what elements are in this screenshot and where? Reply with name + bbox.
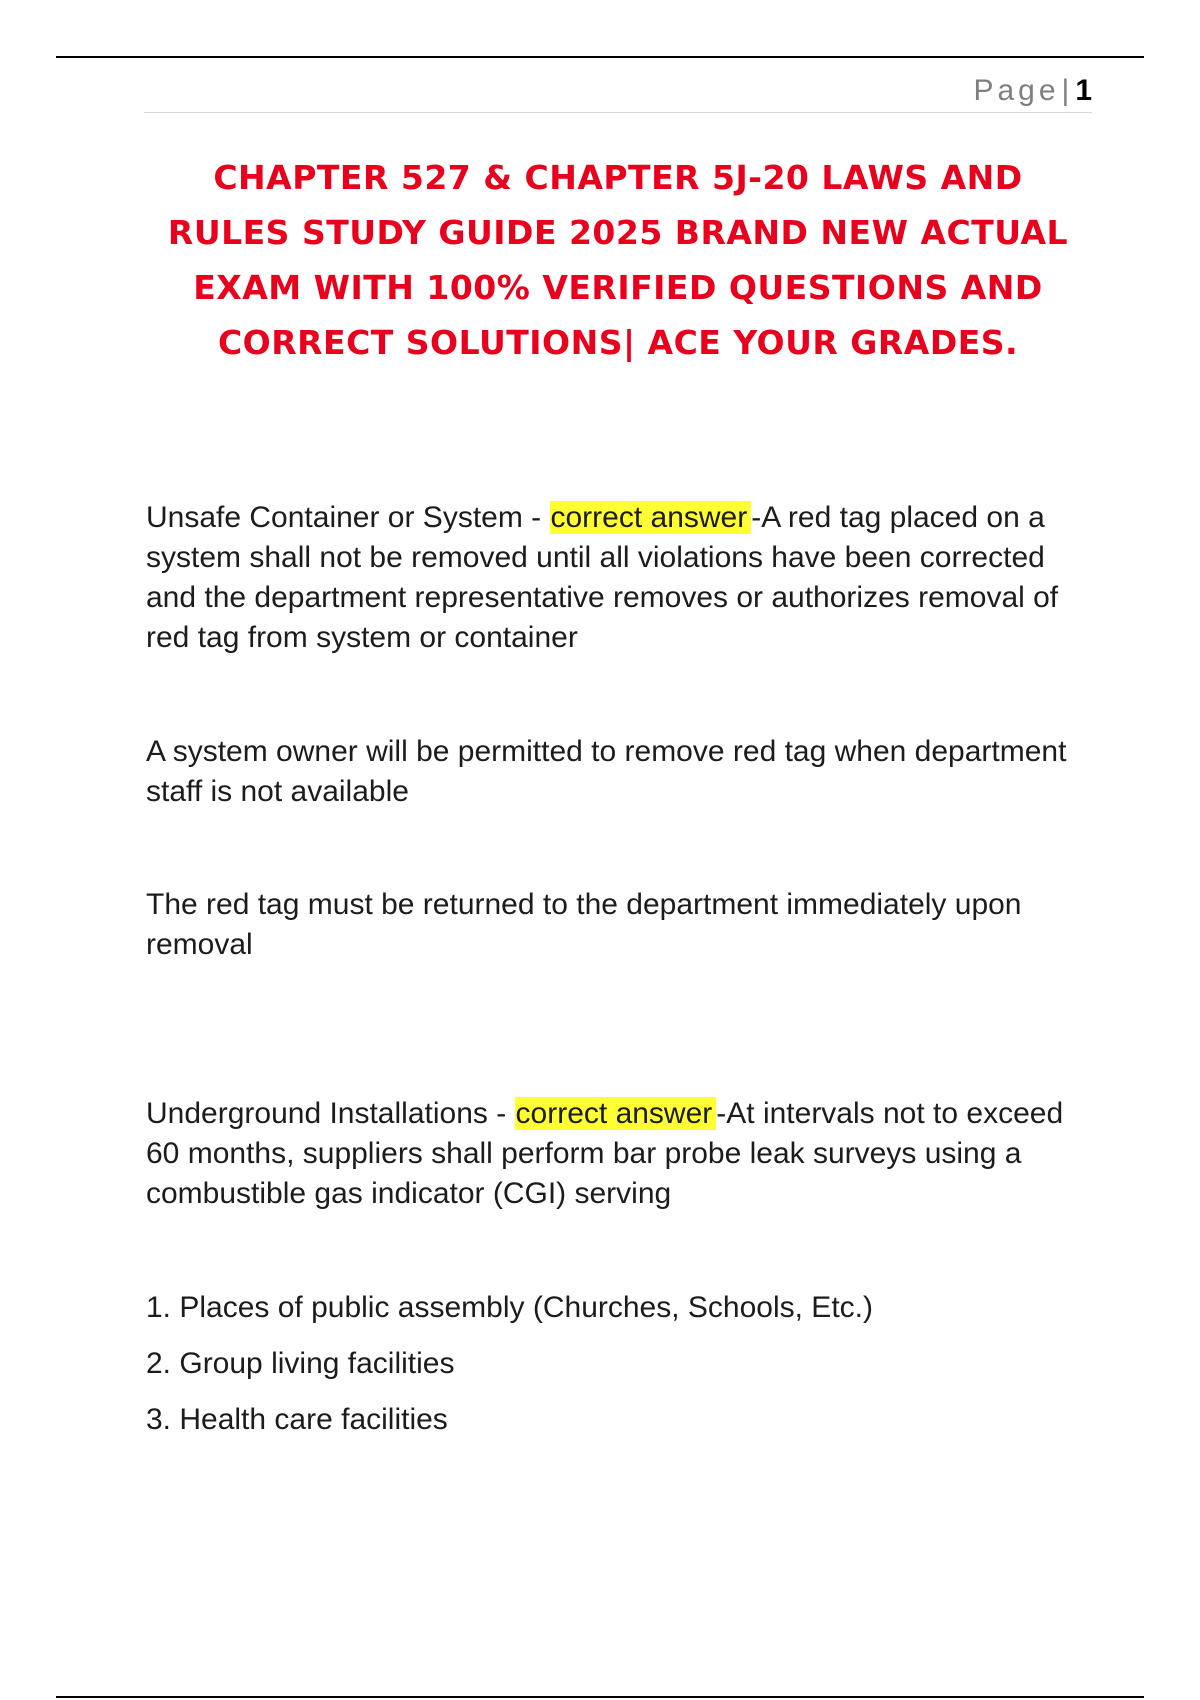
page-number: 1 <box>1075 74 1092 107</box>
note-owner-removal: A system owner will be permitted to remove red tag when department staff is not available <box>146 735 1067 808</box>
entry-unsafe-container <box>146 498 1096 658</box>
bottom-rule <box>56 1696 1144 1698</box>
page-header <box>144 70 1092 113</box>
facility-list <box>146 1288 873 1456</box>
top-rule <box>56 56 1144 58</box>
note-return-tag: The red tag must be returned to the department immediately upon removal <box>146 888 1022 961</box>
entry-term: Underground Installations - <box>146 1097 515 1130</box>
page-label: Page <box>973 74 1060 107</box>
list-item: 2. Group living facilities <box>146 1347 455 1380</box>
entry-answer: -A red tag placed on a system shall not be removed until all violations have been corrected and the department representative removes or authorizes removal of red tag from system or container <box>146 501 1059 654</box>
list-item: 1. Places of public assembly (Churches, Schools, Etc.) <box>146 1291 873 1324</box>
entry-answer: -At intervals not to exceed 60 months, suppliers shall perform bar probe leak surveys using a combustible gas indicator (CGI) serving <box>146 1097 1064 1210</box>
correct-answer-highlight: correct answer <box>515 1097 717 1130</box>
list-item: 3. Health care facilities <box>146 1403 448 1436</box>
document-title: CHAPTER 527 & CHAPTER 5J-20 LAWS AND RULES STUDY GUIDE 2025 BRAND NEW ACTUAL EXAM WITH 100% VERIFIED QUESTIONS AND CORRECT SOLUTIONS| ACE YOUR GRADES. <box>167 158 1069 362</box>
page-separator: | <box>1061 74 1070 107</box>
entry-underground-installations <box>146 1094 1096 1214</box>
correct-answer-highlight: correct answer <box>550 501 752 534</box>
entry-term: Unsafe Container or System - <box>146 501 550 534</box>
